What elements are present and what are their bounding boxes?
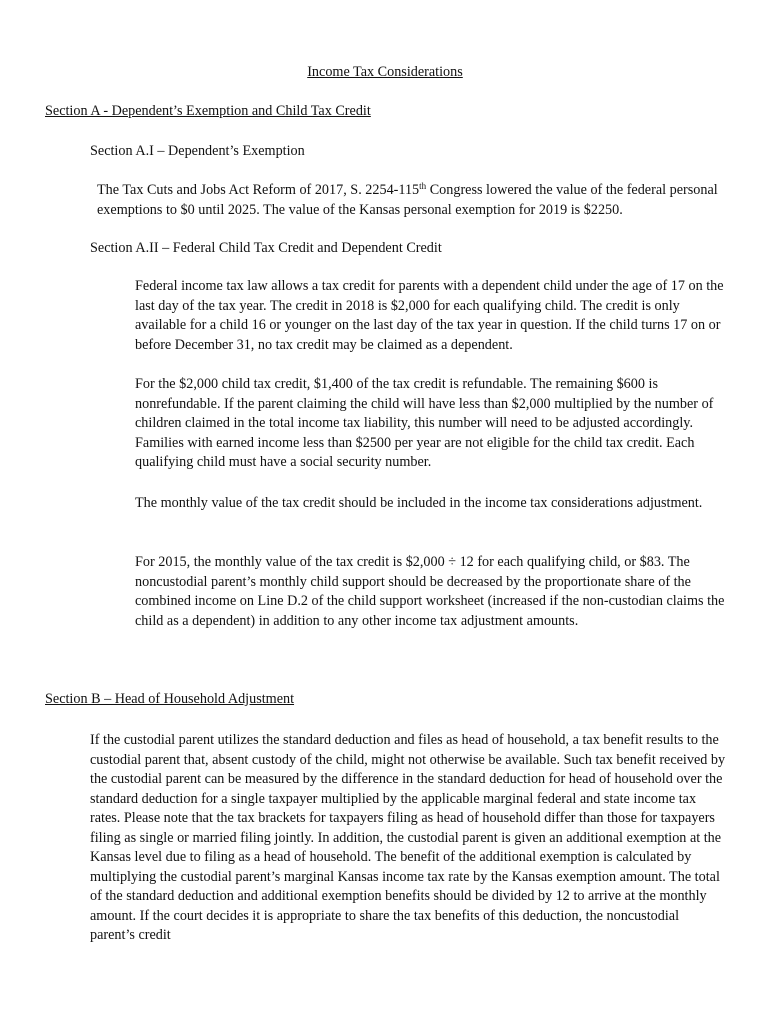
section-a1-text-end: Congress lowered the value of the federal personal exemptions to $0 until 2025. The value of the Kansas personal exemption for 2019 is $2250.: [97, 182, 718, 218]
section-a2-paragraph-3: The monthly value of the tax credit should be included in the income tax considerations adjustment.: [135, 495, 703, 511]
section-a2-heading: Section A.II – Federal Child Tax Credit and Dependent Credit: [90, 240, 442, 256]
section-a-heading: Section A - Dependent’s Exemption and Child Tax Credit: [45, 103, 371, 119]
section-a1-paragraph: [97, 181, 725, 220]
section-b-heading: Section B – Head of Household Adjustment: [45, 691, 295, 707]
section-a2-paragraph-4: For 2015, the monthly value of the tax credit is $2,000 ÷ 12 for each qualifying child, or $83. The noncustodial parent’s monthly child support should be decreased by the proportionate share of the combined income on Line D.2 of the child support worksheet (increased if the non-custodian claims the child as a dependent) in addition to any other income tax adjustment amounts.: [135, 554, 725, 629]
section-a1-heading: Section A.I – Dependent’s Exemption: [90, 143, 305, 159]
section-b-paragraph: If the custodial parent utilizes the standard deduction and files as head of household, a tax benefit results to the custodial parent that, absent custody of the child, might not otherwise be available. Such tax benefit received by the custodial parent can be measured by the difference in the standard deduction for head of household over the standard deduction for a single taxpayer multiplied by the applicable marginal federal and state income tax rates. Please note that the tax brackets for taxpayers filing as head of household differ than those for taxpayers filing as single or married filing jointly. In addition, the custodial parent is given an additional exemption at the Kansas level due to filing as a head of household. The benefit of the additional exemption is calculated by multiplying the custodial parent’s marginal Kansas income tax rate by the Kansas exemption amount. The total of the standard deduction and additional exemption benefits should be divided by 12 to arrive at the monthly amount. If the court decides it is appropriate to share the tax benefits of this deduction, the noncustodial parent’s credit: [90, 732, 726, 943]
section-a1-text-start: The Tax Cuts and Jobs Act Reform of 2017, S. 2254-115: [97, 182, 420, 198]
document-title: Income Tax Considerations: [307, 64, 463, 80]
section-a2-paragraph-1: Federal income tax law allows a tax credit for parents with a dependent child under the age of 17 on the last day of the tax year. The credit in 2018 is $2,000 for each qualifying child. The credit is only available for a child 16 or younger on the last day of the tax year in question. If the child turns 17 on or before December 31, no tax credit may be claimed as a dependent.: [135, 278, 724, 353]
section-a2-paragraph-2: For the $2,000 child tax credit, $1,400 of the tax credit is refundable. The remaining $600 is nonrefundable. If the parent claiming the child will have less than $2,000 multiplied by the number of children claimed in the total income tax liability, this number will need to be adjusted accordingly. Families with earned income less than $2500 per year are not eligible for the child tax credit. Each qualifying child must have a social security number.: [135, 376, 714, 470]
ordinal-suffix: th: [419, 181, 427, 191]
